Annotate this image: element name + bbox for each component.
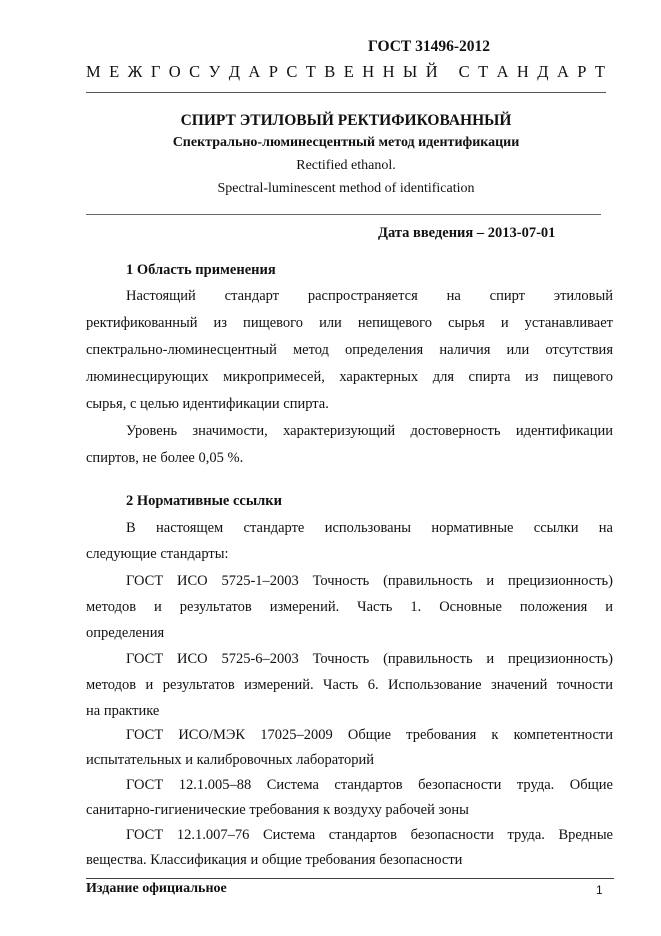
- english-subtitle: Spectral-luminescent method of identification: [217, 181, 475, 196]
- interstate-standard-label: [86, 62, 605, 82]
- interstate-letter: М: [86, 62, 101, 81]
- reference-line: на практике: [86, 703, 160, 719]
- reference-line: определения: [86, 625, 165, 641]
- paragraph-line: ректификованный из пищевого или непищевого сырья и устанавливает: [86, 315, 613, 331]
- paragraph-line: Уровень значимости, характеризующий достоверность идентификации: [126, 423, 613, 439]
- paragraph-line: следующие стандарты:: [86, 546, 229, 562]
- interstate-letter: С: [189, 62, 201, 81]
- interstate-letter: С: [286, 62, 298, 81]
- interstate-letter: Н: [382, 62, 395, 81]
- interstate-letter: Г: [150, 62, 161, 81]
- interstate-letter: О: [168, 62, 181, 81]
- interstate-letter: Н: [516, 62, 529, 81]
- interstate-letter: Р: [577, 62, 587, 81]
- reference-line: ГОСТ ИСО 5725-6–2003 Точность (правильность и прецизионность): [126, 651, 613, 667]
- interstate-letter: С: [458, 62, 470, 81]
- section-heading-references: 2 Нормативные ссылки: [126, 493, 282, 509]
- interstate-letter: А: [556, 62, 569, 81]
- official-edition-label: Издание официальное: [86, 881, 227, 896]
- interstate-letter: А: [496, 62, 509, 81]
- paragraph-line: Настоящий стандарт распространяется на спирт этиловый: [126, 288, 613, 304]
- interstate-letter: Р: [268, 62, 278, 81]
- interstate-letter: Ж: [127, 62, 143, 81]
- document-title: СПИРТ ЭТИЛОВЫЙ РЕКТИФИКОВАННЫЙ: [180, 112, 512, 129]
- interstate-letter: Т: [305, 62, 316, 81]
- interstate-letter: Т: [594, 62, 605, 81]
- paragraph-line: сырья, с целью идентификации спирта.: [86, 396, 329, 412]
- interstate-letter: Д: [228, 62, 240, 81]
- paragraph-line: спектрально-люминесцентный метод определения наличия или отсутствия: [86, 342, 613, 358]
- interstate-letter: У: [208, 62, 221, 81]
- interstate-letter: А: [248, 62, 261, 81]
- interstate-letter: Д: [537, 62, 549, 81]
- header-divider: [86, 92, 606, 93]
- reference-line: методов и результатов измерений. Часть 1. Основные положения и: [86, 599, 613, 615]
- interstate-letter: В: [324, 62, 336, 81]
- footer-divider: [86, 878, 614, 879]
- interstate-letter: Е: [343, 62, 354, 81]
- reference-line: ГОСТ 12.1.007–76 Система стандартов безопасности труда. Вредные: [126, 827, 613, 843]
- reference-line: ГОСТ ИСО/МЭК 17025–2009 Общие требования к компетентности: [126, 727, 613, 743]
- reference-line: ГОСТ 12.1.005–88 Система стандартов безопасности труда. Общие: [126, 777, 613, 793]
- section-heading-scope: 1 Область применения: [126, 262, 276, 278]
- paragraph-line: спиртов, не более 0,05 %.: [86, 450, 244, 466]
- reference-line: вещества. Классификация и общие требования безопасности: [86, 852, 463, 868]
- page-number: 1: [596, 883, 603, 897]
- introduction-date: Дата введения – 2013-07-01: [378, 225, 556, 241]
- interstate-letter: Й: [425, 62, 438, 81]
- interstate-letter: Ы: [402, 62, 418, 81]
- reference-line: санитарно-гигиенические требования к воздуху рабочей зоны: [86, 802, 469, 818]
- interstate-letter: [446, 62, 450, 82]
- document-number: ГОСТ 31496-2012: [368, 38, 491, 55]
- interstate-letter: Е: [109, 62, 120, 81]
- reference-line: методов и результатов измерений. Часть 6. Использование значений точности: [86, 677, 613, 693]
- english-title: Rectified ethanol.: [296, 158, 396, 173]
- reference-line: испытательных и калибровочных лабораторий: [86, 752, 374, 768]
- interstate-letter: Т: [478, 62, 489, 81]
- paragraph-line: В настоящем стандарте использованы нормативные ссылки на: [126, 520, 613, 536]
- title-divider: [86, 214, 601, 215]
- document-subtitle: Спектрально-люминесцентный метод идентификации: [172, 135, 520, 150]
- paragraph-line: люминесцирующих микропримесей, характерных для спирта из пищевого: [86, 369, 613, 385]
- interstate-letter: Н: [362, 62, 375, 81]
- reference-line: ГОСТ ИСО 5725-1–2003 Точность (правильность и прецизионность): [126, 573, 613, 589]
